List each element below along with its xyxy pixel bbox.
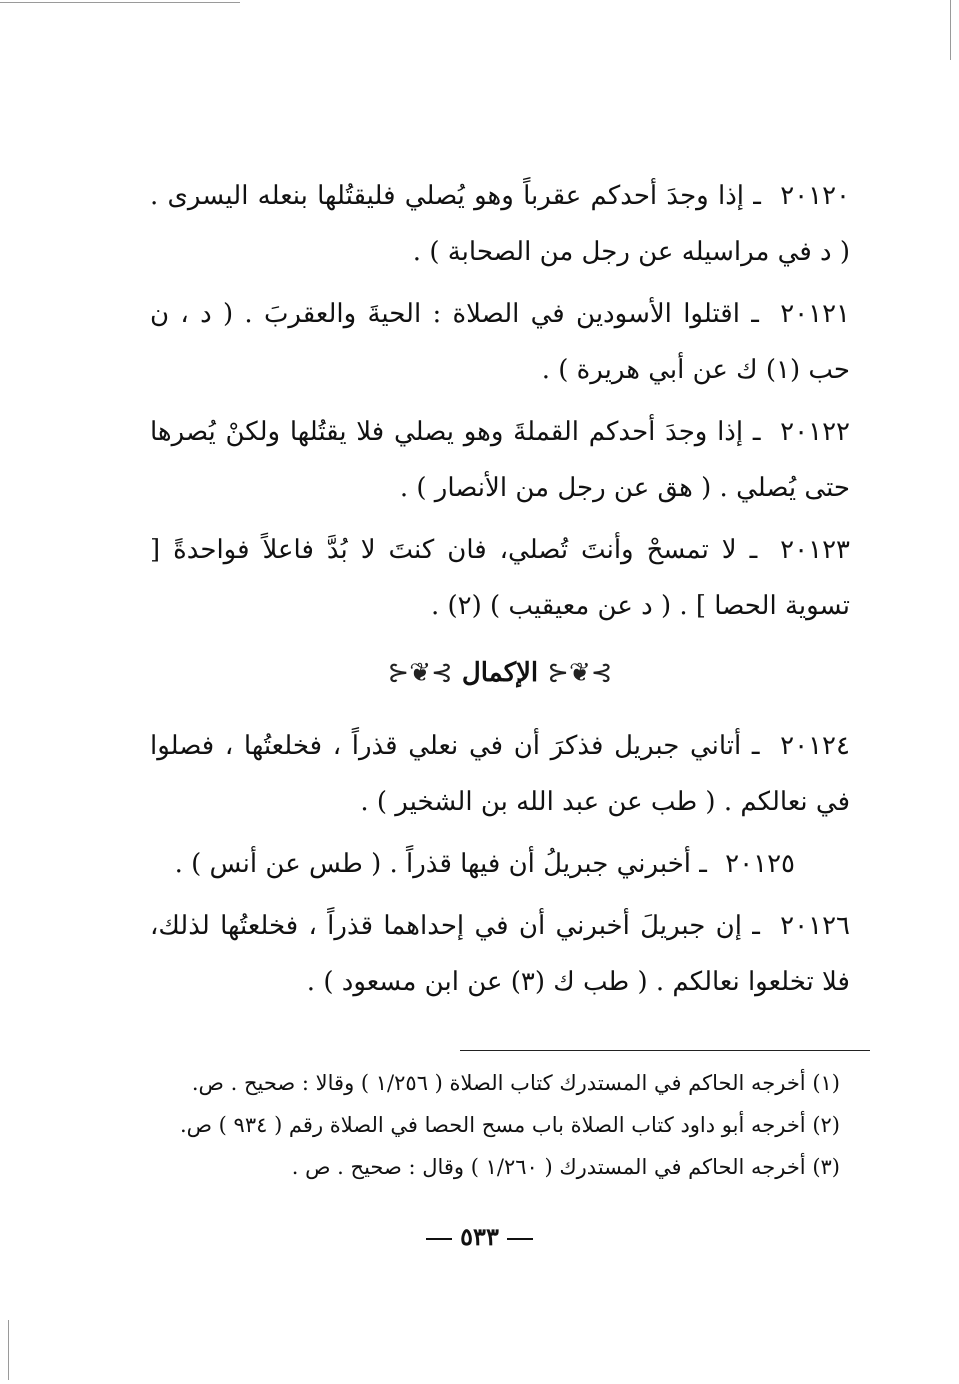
footnote-2: (٢) أخرجه أبو داود كتاب الصلاة باب مسح الحصا في الصلاة رقم ( ٩٣٤ ) ص. [179,1113,840,1137]
hadith-entry-20126: ٢٠١٢٦ ـ إن جبريلَ أخبرني أن في إحداهما قذراً ، فخلعتُها لذلك، فلا تخلعوا نعالكم . ( طب ك (٣) عن ابن مسعود ) . [150,911,850,997]
entry-text: إن جبريلَ أخبرني أن في إحداهما قذراً ، فخلعتُها لذلك، فلا تخلعوا نعالكم . ( طب ك (٣) عن ابن مسعود ) . [150,911,850,997]
entry-text: أتاني جبريل فذكرَ أن في نعلي قذراً ، فخلعتُها ، فصلوا في نعالكم . ( طب عن عبد الله بن الشخير ) . [150,731,850,817]
entry-text: أخبرني جبريلُ أن فيها قذراً . ( طس عن أنس ) . [174,849,692,879]
entry-number: ٢٠١٢٦ [780,911,850,941]
hadith-entry-20122: ٢٠١٢٢ ـ إذا وجدَ أحدكم القملةَ وهو يصلي فلا يقتُلها ولكنْ يُصرها حتى يُصلي . ( هق عن رجل من الأنصار ) . [150,417,850,503]
entry-text: إذا وجدَ أحدكم عقرباً وهو يُصلي فليقتُلها بنعله اليسرى . ( د في مراسيله عن رجل من الصحابة ) . [150,181,850,267]
entry-number: ٢٠١٢٣ [780,535,850,565]
page-body [150,168,850,1016]
hadith-entry-20125: ٢٠١٢٥ ـ أخبرني جبريلُ أن فيها قذراً . ( طس عن أنس ) . [174,849,795,879]
dash-decoration [507,1238,533,1240]
hadith-entry-20123: ٢٠١٢٣ ـ لا تمسحْ وأنتَ تُصلي، فان كنتَ لا بُدَّ فاعلاً فواحدةً [ تسوية الحصا ] . ( د عن معيقيب ) (٢) . [150,535,850,621]
ornament-icon: ⊱❦⊰ [387,658,453,688]
scan-edge-right [950,0,951,60]
hadith-entry-20124: ٢٠١٢٤ ـ أتاني جبريل فذكرَ أن في نعلي قذراً ، فخلعتُها ، فصلوا في نعالكم . ( طب عن عبد الله بن الشخير ) . [150,731,850,817]
entry-text: اقتلوا الأسودين في الصلاة : الحيةَ والعقربَ . ( د ، ن حب (١) ك عن أبي هريرة ) . [150,299,850,385]
footnote-divider [460,1050,870,1051]
section-heading [150,648,850,698]
entry-text: إذا وجدَ أحدكم القملةَ وهو يصلي فلا يقتُلها ولكنْ يُصرها حتى يُصلي . ( هق عن رجل من الأنصار ) . [150,417,850,503]
entry-number: ٢٠١٢١ [780,299,851,329]
entry-number: ٢٠١٢٢ [780,417,850,447]
ornament-icon: ⊱❦⊰ [547,658,613,688]
entry-text: لا تمسحْ وأنتَ تُصلي، فان كنتَ لا بُدَّ فاعلاً فواحدةً [ تسوية الحصا ] . ( د عن معيقيب ) (٢) . [150,535,850,621]
scan-edge-top [0,2,240,3]
entry-number: ٢٠١٢٠ [780,181,851,211]
page-number-text: ٥٣٣ [460,1222,499,1251]
scan-edge-left [8,1320,9,1380]
hadith-entry-20120: ٢٠١٢٠ ـ إذا وجدَ أحدكم عقرباً وهو يُصلي فليقتُلها بنعله اليسرى . ( د في مراسيله عن رجل من الصحابة ) . [150,181,851,267]
section-title-text: الإكمال [461,658,539,688]
footnote-1: (١) أخرجه الحاكم في المستدرك كتاب الصلاة ( ١/٢٥٦ ) وقالا : صحيح . ص. [191,1071,840,1095]
footnotes [150,1062,840,1188]
entry-number: ٢٠١٢٤ [780,731,850,761]
entry-number: ٢٠١٢٥ [725,849,795,879]
hadith-entry-20121: ٢٠١٢١ ـ اقتلوا الأسودين في الصلاة : الحيةَ والعقربَ . ( د ، ن حب (١) ك عن أبي هريرة ) . [150,299,851,385]
footnote-3: (٣) أخرجه الحاكم في المستدرك ( ١/٢٦٠ ) وقال : صحيح . ص . [291,1155,840,1179]
dash-decoration [426,1238,452,1240]
page-number [0,1222,959,1251]
